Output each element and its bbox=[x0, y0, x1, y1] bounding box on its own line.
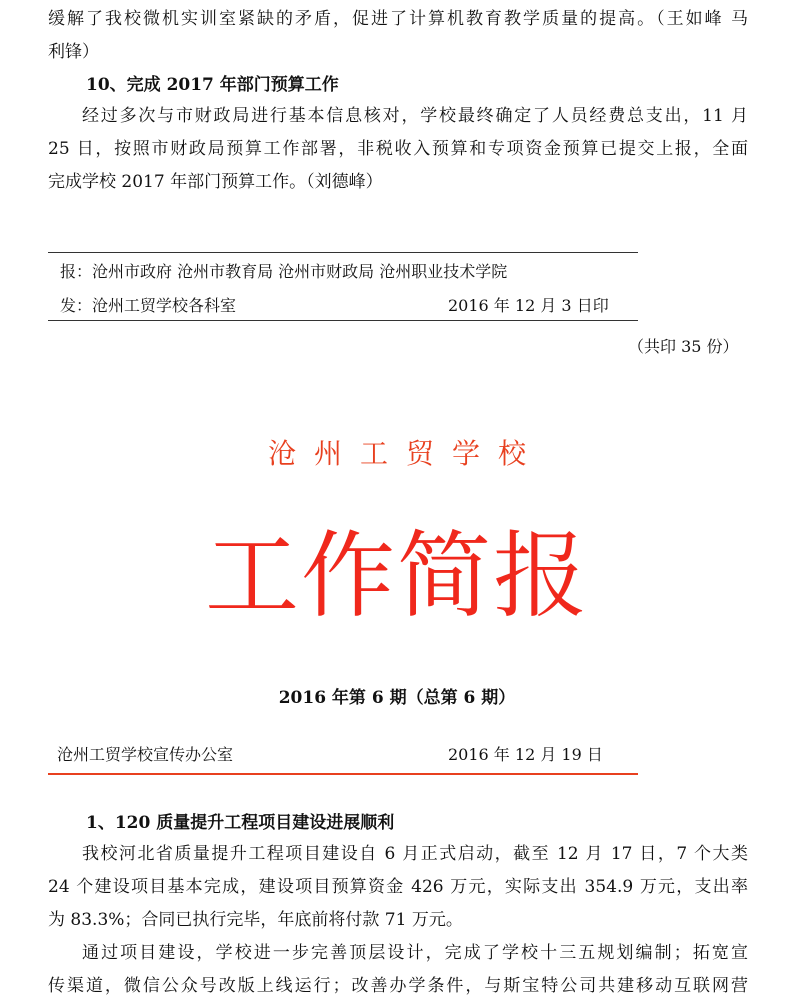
article-1-heading: 1、120 质量提升工程项目建设进展顺利 bbox=[86, 813, 395, 833]
issue-number: 2016 年第 6 期（总第 6 期） bbox=[278, 688, 516, 708]
text-line: 24 个建设项目基本完成，建设项目预算资金 426 万元，实际支出 354.9 万元，支出率 bbox=[48, 877, 748, 897]
issuing-office: 沧州工贸学校宣传办公室 bbox=[57, 745, 234, 764]
send-to-line: 发：沧州工贸学校各科室 bbox=[60, 296, 237, 315]
text-line: 通过项目建设，学校进一步完善顶层设计，完成了学校十三五规划编制；拓宽宣 bbox=[82, 943, 748, 963]
copies-note: （共印 35 份） bbox=[628, 337, 739, 356]
text-line: 为 83.3%；合同已执行完毕，年底前将付款 71 万元。 bbox=[48, 910, 463, 930]
footer-bottom-rule bbox=[48, 320, 638, 321]
bulletin-title: 工作简报 bbox=[204, 522, 589, 631]
text-line: 我校河北省质量提升工程项目建设自 6 月正式启动，截至 12 月 17 日，7 个大类 bbox=[82, 844, 748, 864]
text-line: 完成学校 2017 年部门预算工作。（刘德峰） bbox=[48, 172, 383, 192]
footer-top-rule bbox=[48, 252, 638, 253]
article-1-paragraph-1 bbox=[48, 838, 748, 937]
print-date: 2016 年 12 月 3 日印 bbox=[448, 296, 609, 315]
text-line: 传渠道，微信公众号改版上线运行；改善办学条件，与斯宝特公司共建移动互联网营 bbox=[48, 976, 748, 996]
masthead-red-rule bbox=[48, 773, 638, 775]
school-name: 沧州工贸学校 bbox=[267, 437, 544, 470]
text-line: 利锋） bbox=[48, 42, 99, 62]
text-line: 25 日，按照市财政局预算工作部署，非税收入预算和专项资金预算已提交上报，全面 bbox=[48, 139, 748, 159]
report-to-line: 报：沧州市政府 沧州市教育局 沧州市财政局 沧州职业技术学院 bbox=[60, 262, 508, 281]
text-line: 经过多次与市财政局进行基本信息核对，学校最终确定了人员经费总支出，11 月 bbox=[82, 106, 748, 126]
issue-date: 2016 年 12 月 19 日 bbox=[448, 745, 603, 764]
text-line: 缓解了我校微机实训室紧缺的矛盾，促进了计算机教育教学质量的提高。（王如峰 马 bbox=[48, 9, 748, 29]
article-9-text bbox=[48, 3, 748, 69]
article-1-paragraph-2 bbox=[48, 937, 748, 1003]
article-10-heading: 10、完成 2017 年部门预算工作 bbox=[86, 75, 339, 95]
article-10-text bbox=[48, 100, 748, 199]
